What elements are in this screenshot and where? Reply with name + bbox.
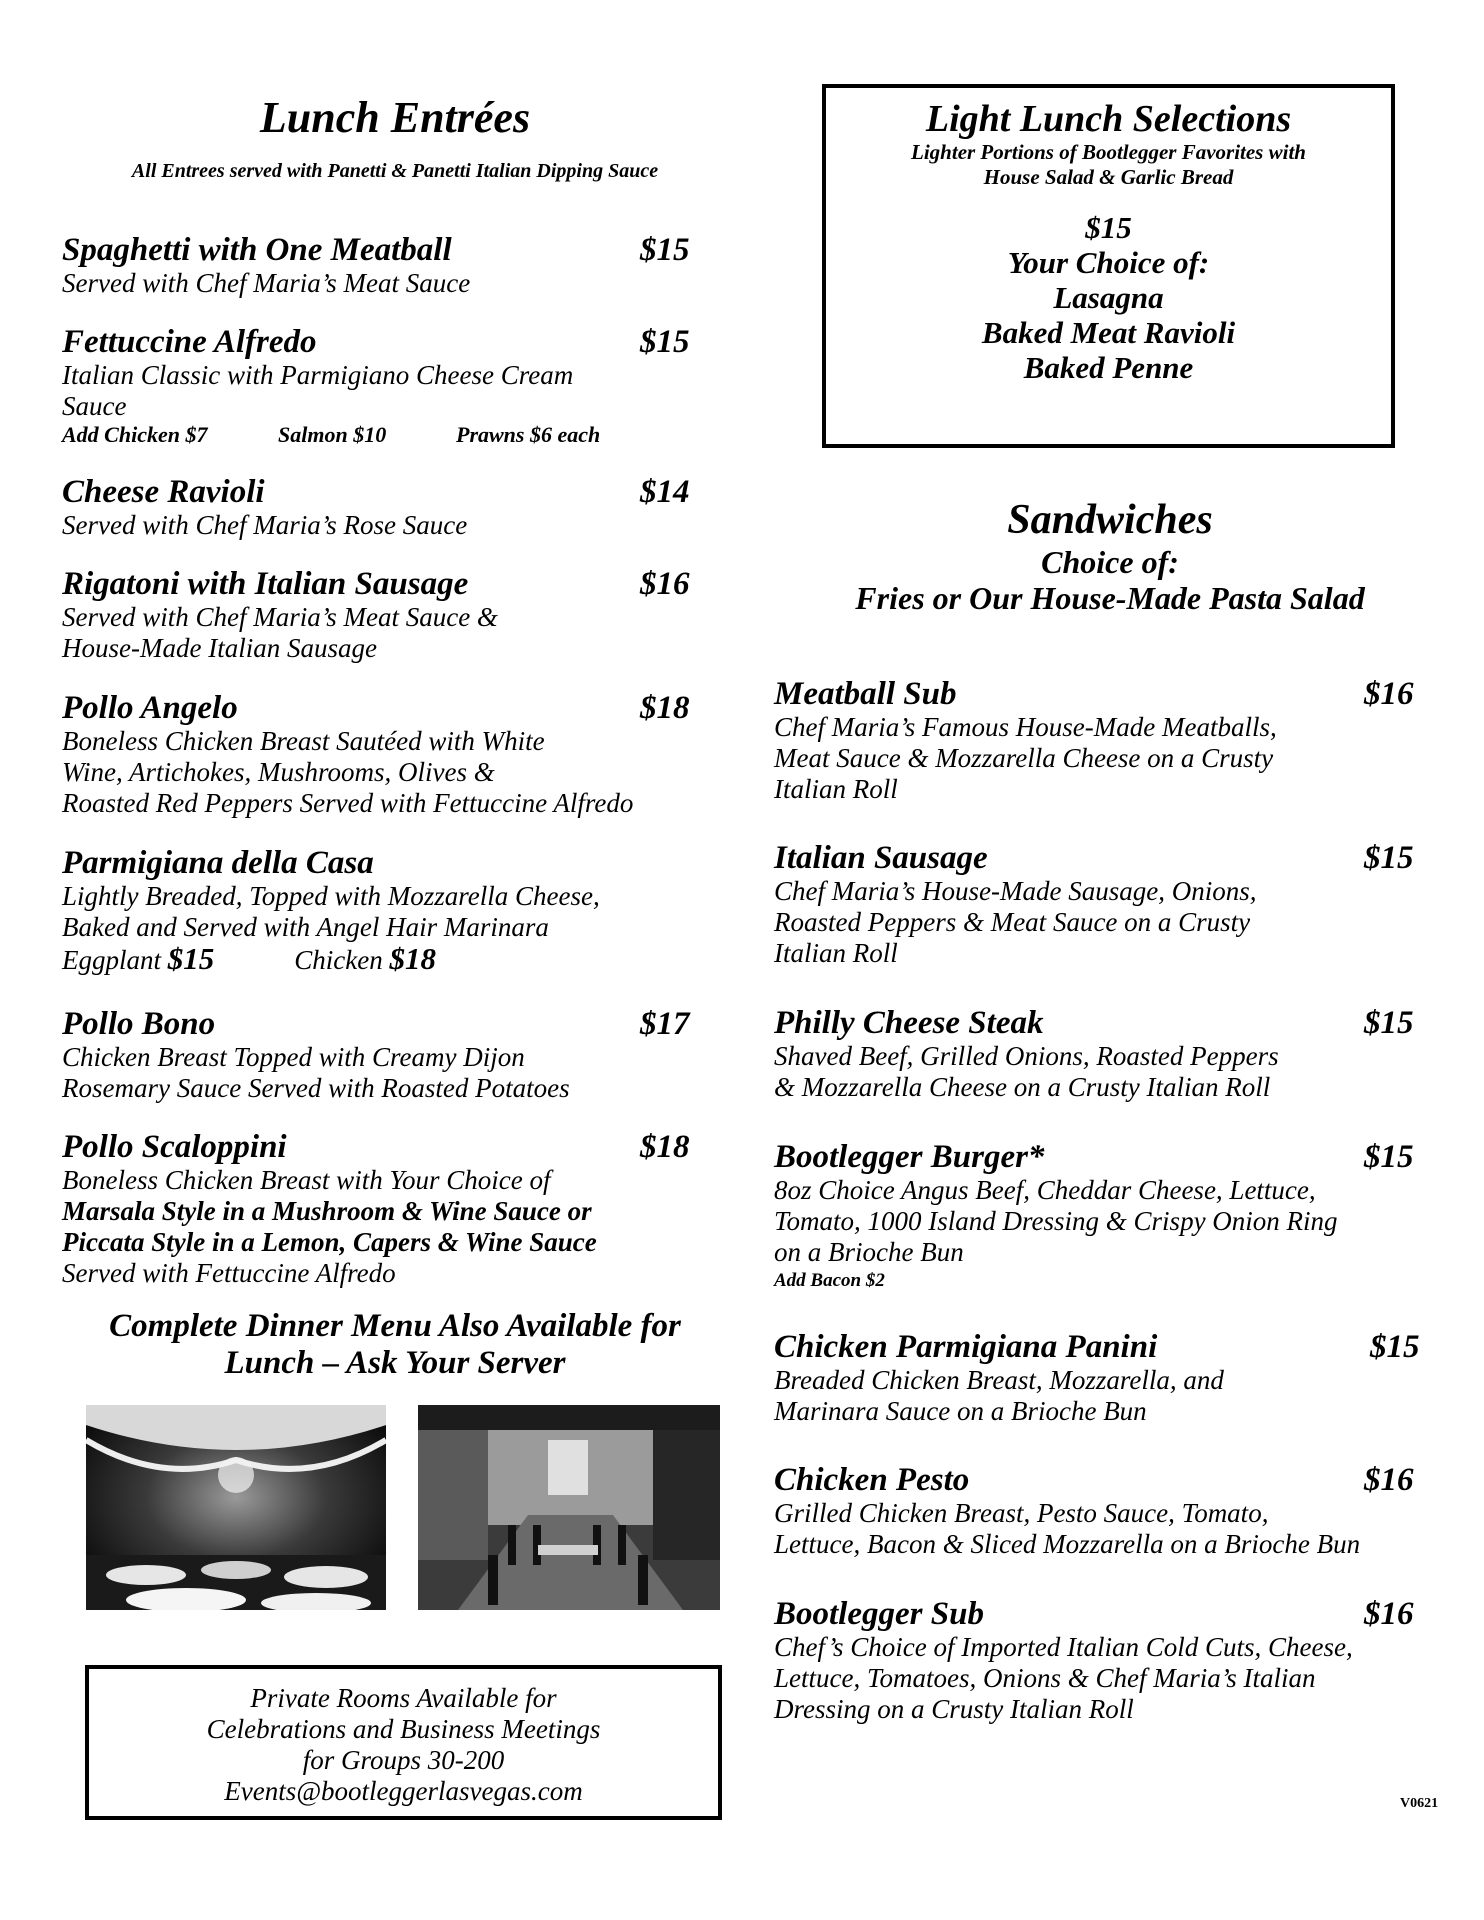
private-line: for Groups 30-200 — [302, 1745, 505, 1775]
item-name: Meatball Sub — [774, 676, 957, 712]
addon: Add Chicken $7 — [62, 422, 208, 447]
private-line: Celebrations and Business Meetings — [206, 1714, 601, 1744]
lunch-title: Lunch Entrées — [259, 93, 531, 142]
item-price: $17 — [640, 1006, 690, 1042]
sandwiches-title: Sandwiches — [1007, 497, 1213, 543]
item-price: $15 — [1364, 840, 1414, 876]
sandwiches-sides: Fries or Our House-Made Pasta Salad — [855, 580, 1365, 616]
addon: Prawns $6 each — [456, 422, 601, 447]
item-price: $15 — [1370, 1329, 1420, 1365]
item-price: $16 — [1364, 1462, 1414, 1498]
item-description: Chef Maria’s Famous House-Made Meatballs, Meat Sauce & Mozzarella Cheese on a Crusty Italian Roll — [774, 712, 1277, 804]
light-lunch-option: Baked Meat Ravioli — [981, 315, 1236, 350]
sandwich-item — [774, 1329, 1420, 1427]
light-lunch-title: Light Lunch Selections — [925, 98, 1292, 140]
item-description: Chicken Breast Topped with Creamy Dijon Rosemary Sauce Served with Roasted Potatoes — [62, 1042, 570, 1103]
item-name: Pollo Bono — [62, 1006, 216, 1042]
item-description: Chef’s Choice of Imported Italian Cold Cuts, Cheese, Lettuce, Tomatoes, Onions & Chef Maria’s Italian Dressing on a Crusty Italian Roll — [774, 1632, 1353, 1724]
light-lunch-price: $15 — [1085, 210, 1132, 245]
sandwiches-choice: Choice of: — [1041, 544, 1179, 580]
item-addons — [62, 422, 702, 448]
addon: Salmon $10 — [278, 422, 387, 447]
light-lunch-subtitle: Lighter Portions of Bootlegger Favorites with House Salad & Garlic Bread — [911, 140, 1306, 189]
item-name: Spaghetti with One Meatball — [62, 232, 452, 268]
item-description: Lightly Breaded, Topped with Mozzarella Cheese, Baked and Served with Angel Hair Marinara — [62, 881, 600, 942]
menu-item — [62, 1006, 702, 1104]
item-description: Shaved Beef, Grilled Onions, Roasted Peppers & Mozzarella Cheese on a Crusty Italian Roll — [774, 1041, 1279, 1102]
private-line: Private Rooms Available for — [250, 1683, 557, 1713]
item-name: Philly Cheese Steak — [774, 1005, 1044, 1041]
item-name: Chicken Parmigiana Panini — [774, 1329, 1158, 1365]
light-lunch-option: Lasagna — [1053, 280, 1164, 315]
item-price: $15 — [640, 324, 690, 360]
item-name: Bootlegger Sub — [774, 1596, 984, 1632]
item-price: $15 — [1364, 1005, 1414, 1041]
item-description: Grilled Chicken Breast, Pesto Sauce, Tomato, Lettuce, Bacon & Sliced Mozzarella on a Brioche Bun — [774, 1498, 1361, 1559]
dining-room-photo — [86, 1405, 386, 1610]
item-description: Served with Chef Maria’s Meat Sauce & House-Made Italian Sausage — [62, 602, 498, 663]
sandwich-item — [774, 1596, 1414, 1725]
item-name: Pollo Scaloppini — [62, 1129, 287, 1165]
sandwich-item — [774, 1005, 1414, 1103]
item-price: $18 — [640, 1129, 690, 1165]
item-description: Boneless Chicken Breast Sautéed with White Wine, Artichokes, Mushrooms, Olives & Roasted Red Peppers Served with Fettuccine Alfredo — [62, 726, 634, 818]
light-lunch-choice: Your Choice of: — [1007, 245, 1210, 280]
item-description: Boneless Chicken Breast with Your Choice of — [62, 1165, 551, 1195]
item-price: $14 — [640, 474, 690, 510]
item-name: Pollo Angelo — [62, 690, 238, 726]
menu-item — [62, 845, 702, 976]
dinner-note: Complete Dinner Menu Also Available for Lunch – Ask Your Server — [109, 1308, 681, 1381]
sandwich-item — [774, 840, 1414, 969]
item-description: Italian Classic with Parmigiano Cheese Cream Sauce — [62, 360, 574, 421]
item-addon: Add Bacon $2 — [774, 1270, 885, 1291]
option-price: $18 — [389, 941, 436, 976]
item-price: $16 — [640, 566, 690, 602]
menu-item — [62, 690, 702, 819]
option-price: $15 — [167, 941, 215, 976]
option-label: Eggplant — [62, 945, 161, 975]
sandwich-item — [774, 676, 1414, 805]
events-email[interactable]: Events@bootleggerlasvegas.com — [224, 1776, 583, 1806]
item-price: $16 — [1364, 1596, 1414, 1632]
item-name: Italian Sausage — [774, 840, 988, 876]
item-description: 8oz Choice Angus Beef, Cheddar Cheese, Lettuce, Tomato, 1000 Island Dressing & Crispy Onion Ring on a Brioche Bun — [774, 1175, 1338, 1267]
item-price: $16 — [1364, 676, 1414, 712]
item-name: Bootlegger Burger* — [774, 1139, 1045, 1175]
sandwich-item — [774, 1139, 1414, 1294]
item-description: Served with Fettuccine Alfredo — [62, 1258, 396, 1288]
item-name: Chicken Pesto — [774, 1462, 970, 1498]
item-price: $15 — [1364, 1139, 1414, 1175]
option-label: Chicken — [294, 945, 383, 975]
item-description: Breaded Chicken Breast, Mozzarella, and Marinara Sauce on a Brioche Bun — [774, 1365, 1224, 1426]
light-lunch-option: Baked Penne — [1023, 350, 1194, 385]
private-room-photo — [418, 1405, 720, 1610]
sandwich-item — [774, 1462, 1414, 1560]
menu-item — [62, 1129, 702, 1289]
item-price: $15 — [640, 232, 690, 268]
light-lunch-box — [822, 84, 1395, 448]
item-description: Served with Chef Maria’s Rose Sauce — [62, 510, 468, 540]
menu-item — [62, 232, 702, 299]
item-description: Chef Maria’s House-Made Sausage, Onions, Roasted Peppers & Meat Sauce on a Crusty Italian Roll — [774, 876, 1257, 968]
item-name: Cheese Ravioli — [62, 474, 265, 510]
item-bold-line: Marsala Style in a Mushroom & Wine Sauce or — [62, 1196, 592, 1226]
item-description: Served with Chef Maria’s Meat Sauce — [62, 268, 471, 298]
lunch-subtitle: All Entrees served with Panetti & Panetti Italian Dipping Sauce — [131, 160, 659, 182]
item-bold-line: Piccata Style in a Lemon, Capers & Wine Sauce — [62, 1227, 597, 1257]
item-options — [62, 943, 702, 976]
menu-item — [62, 566, 702, 664]
version-code: V0621 — [1400, 1796, 1439, 1811]
item-name: Fettuccine Alfredo — [62, 324, 317, 360]
private-rooms-box — [85, 1665, 722, 1820]
item-name: Parmigiana della Casa — [62, 845, 374, 881]
item-price: $18 — [640, 690, 690, 726]
menu-item — [62, 324, 702, 448]
menu-item — [62, 474, 702, 541]
item-name: Rigatoni with Italian Sausage — [62, 566, 469, 602]
